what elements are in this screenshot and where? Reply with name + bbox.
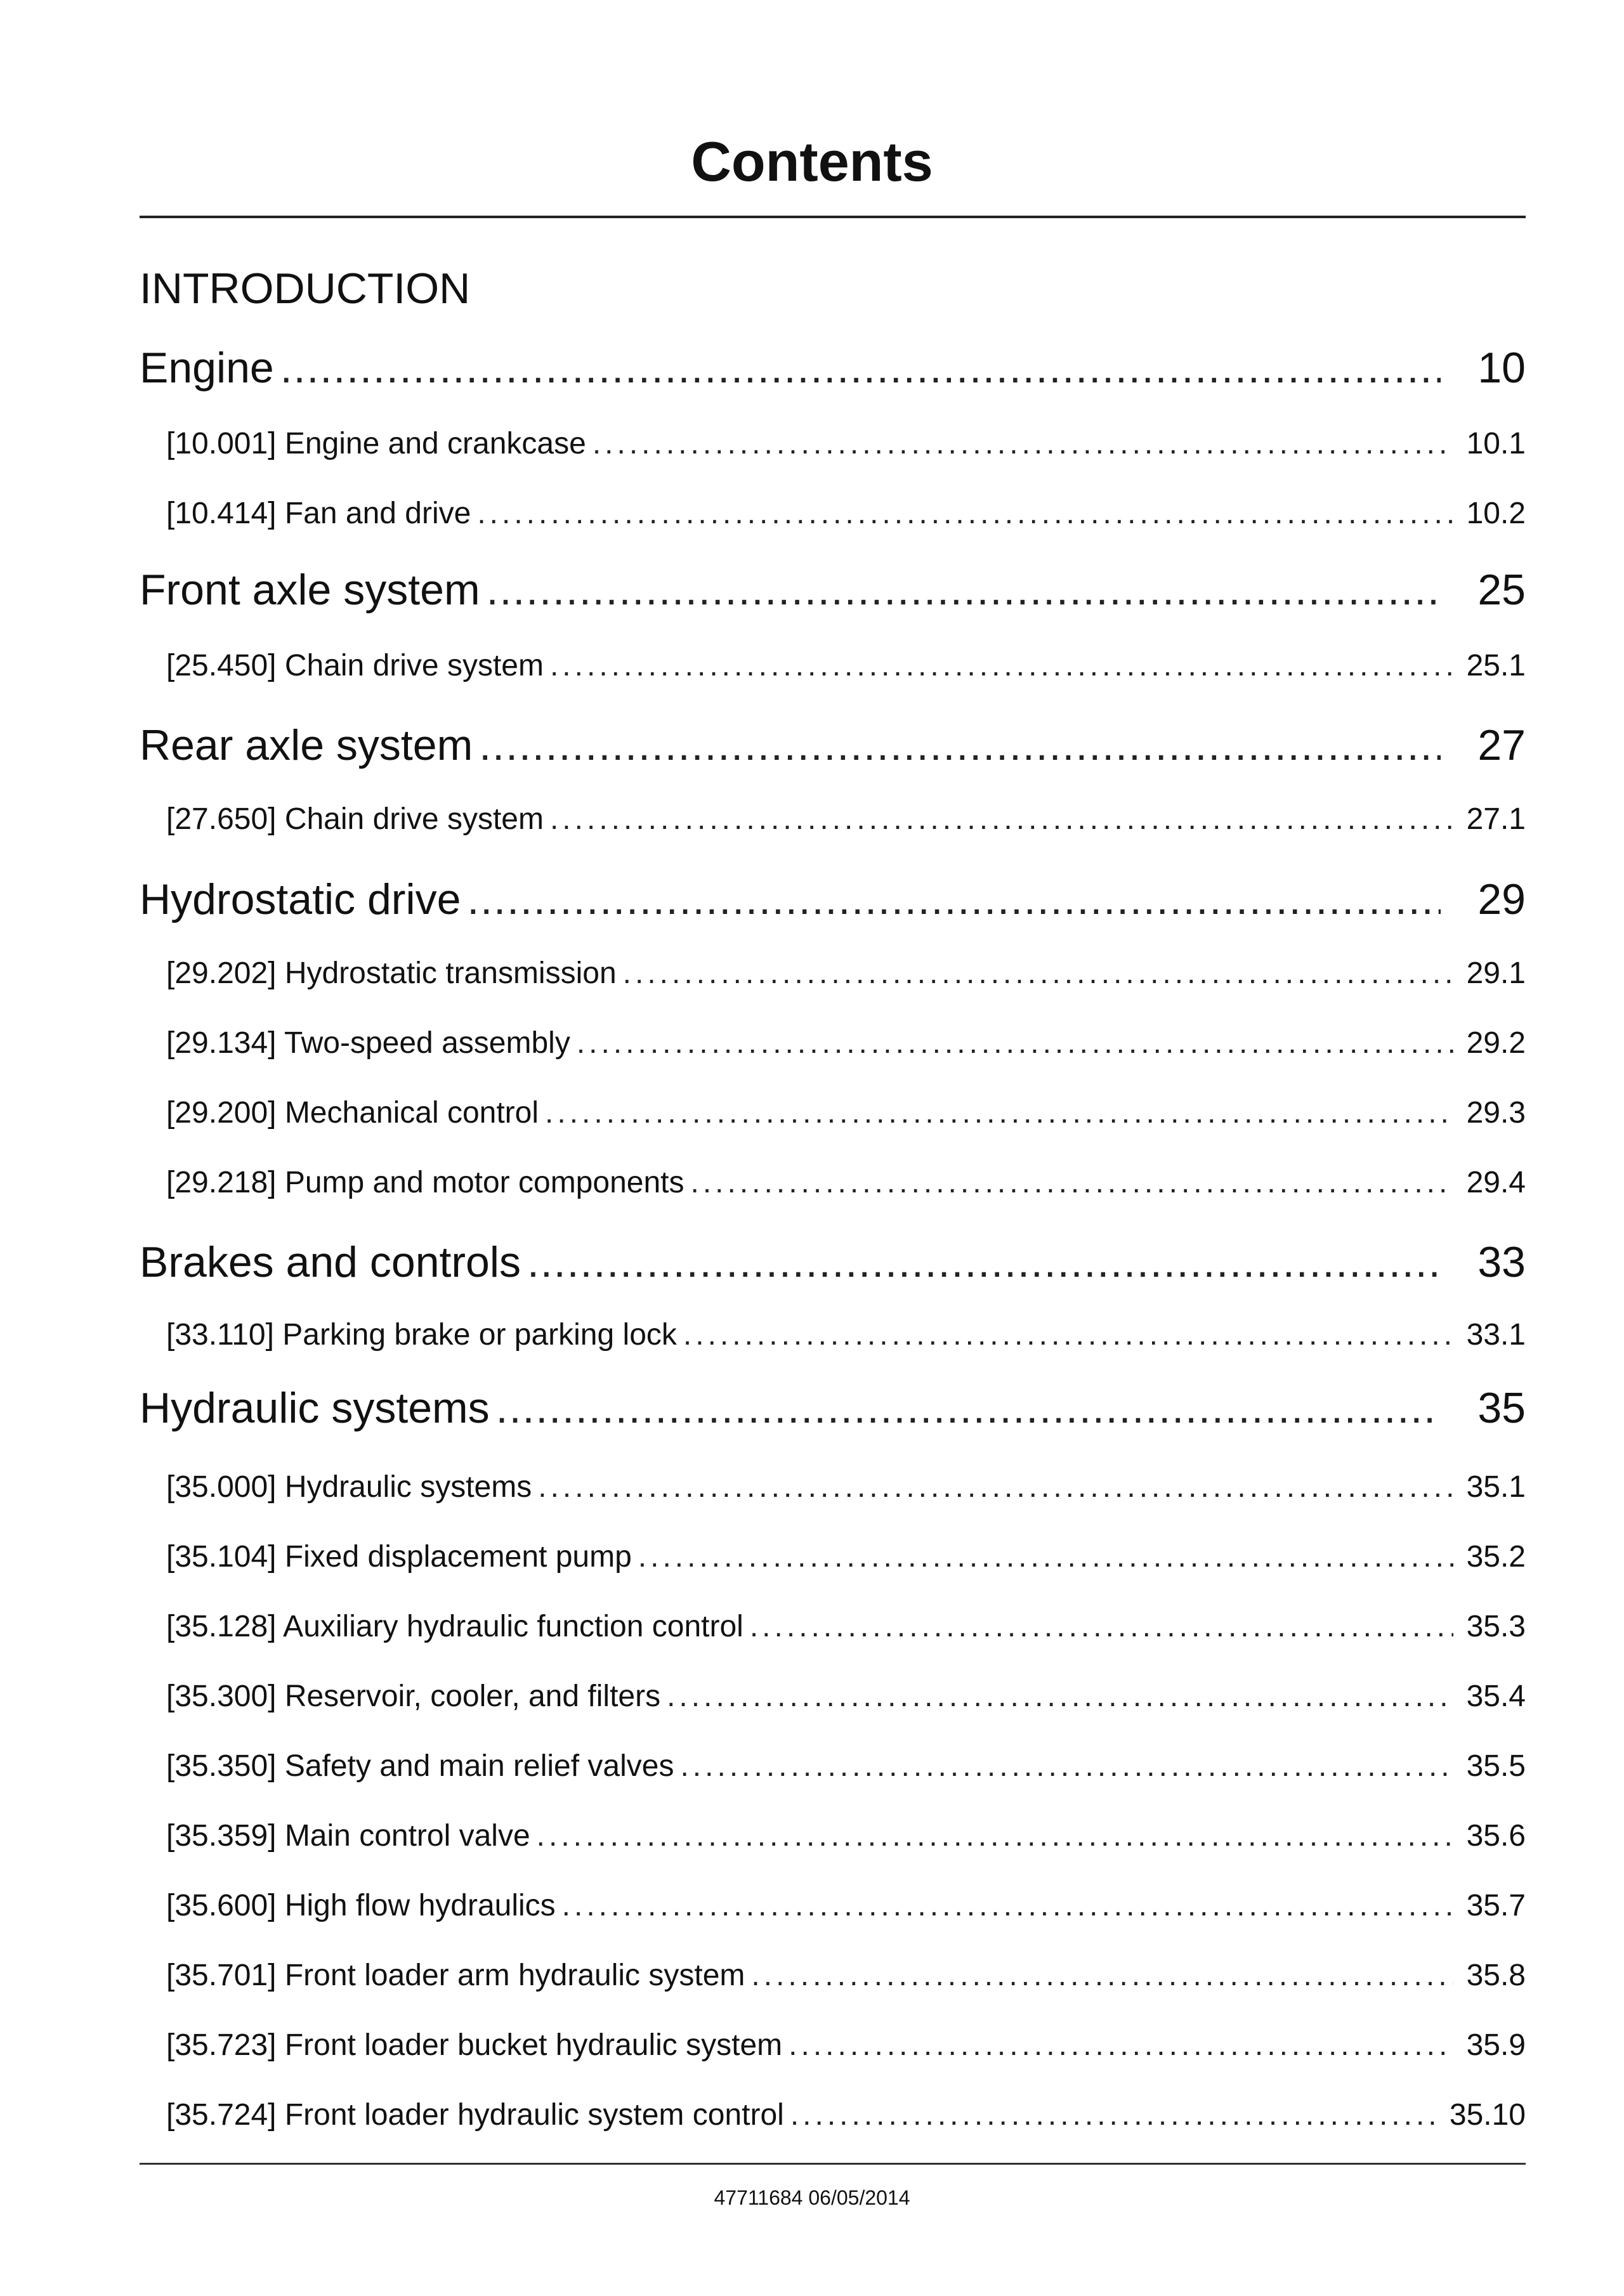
toc-entry-page: 33.1 [1466, 1318, 1526, 1352]
dot-leader [538, 1468, 1453, 1506]
toc-entry-label: [29.200] Mechanical control [166, 1096, 539, 1130]
toc-entry[interactable] [140, 342, 1526, 393]
footer-divider [140, 2163, 1526, 2165]
toc-entry-label: [35.723] Front loader bucket hydraulic system [166, 2028, 783, 2062]
toc-entry-label: [29.202] Hydrostatic transmission [166, 956, 617, 990]
toc-entry-page: 35.6 [1466, 1819, 1526, 1853]
introduction-heading: INTRODUCTION [140, 264, 471, 313]
dot-leader [790, 2096, 1441, 2134]
dot-leader [638, 1538, 1453, 1576]
toc-entry-page: 35.2 [1466, 1540, 1526, 1574]
dot-leader [623, 955, 1453, 993]
toc-entry-label: [35.300] Reservoir, cooler, and filters [166, 1680, 661, 1713]
dot-leader [550, 647, 1453, 685]
dot-leader [496, 1383, 1441, 1433]
toc-entry-page: 35.8 [1466, 1959, 1526, 1992]
toc-entry-label: [10.414] Fan and drive [166, 497, 471, 530]
toc-entry[interactable] [166, 1316, 1526, 1354]
toc-entry[interactable] [140, 564, 1526, 615]
toc-entry[interactable] [166, 1678, 1526, 1716]
toc-entry-label: [35.128] Auxiliary hydraulic function control [166, 1610, 743, 1643]
dot-leader [487, 564, 1441, 615]
dot-leader [593, 425, 1453, 463]
toc-entry[interactable] [166, 1608, 1526, 1646]
dot-leader [683, 1316, 1453, 1354]
dot-leader [750, 1608, 1453, 1646]
toc-entry-page: 29.1 [1466, 956, 1526, 990]
toc-entry-page: 10.2 [1466, 497, 1526, 530]
toc-entry-label: [35.600] High flow hydraulics [166, 1889, 556, 1922]
toc-entry[interactable] [166, 1817, 1526, 1855]
toc-entry[interactable] [166, 1957, 1526, 1995]
toc-entry-page: 35.5 [1466, 1749, 1526, 1783]
dot-leader [789, 2026, 1453, 2064]
toc-entry-label: [25.450] Chain drive system [166, 649, 544, 682]
toc-entry-page: 33 [1477, 1238, 1526, 1286]
toc-entry-label: Hydraulic systems [140, 1384, 490, 1432]
toc-entry[interactable] [166, 1538, 1526, 1576]
toc-entry-label: [35.701] Front loader arm hydraulic system [166, 1959, 745, 1992]
dot-leader [537, 1817, 1453, 1855]
dot-leader [680, 1747, 1453, 1785]
toc-entry-label: [35.104] Fixed displacement pump [166, 1540, 632, 1574]
dot-leader [562, 1887, 1453, 1925]
toc-entry-page: 35 [1477, 1384, 1526, 1432]
dot-leader [751, 1957, 1453, 1995]
dot-leader [477, 495, 1453, 533]
dot-leader [667, 1678, 1453, 1716]
toc-entry-page: 35.9 [1466, 2028, 1526, 2062]
toc-entry-page: 35.1 [1466, 1470, 1526, 1504]
dot-leader [467, 874, 1441, 925]
toc-entry[interactable] [166, 1164, 1526, 1202]
toc-entry-page: 29.3 [1466, 1096, 1526, 1130]
toc-entry[interactable] [166, 1468, 1526, 1506]
toc-entry-label: [27.650] Chain drive system [166, 802, 544, 836]
toc-entry-page: 29.2 [1466, 1026, 1526, 1060]
toc-entry-page: 25 [1477, 566, 1526, 614]
toc-entry-label: Rear axle system [140, 721, 473, 769]
dot-leader [577, 1024, 1453, 1062]
toc-entry-label: [35.359] Main control valve [166, 1819, 530, 1853]
toc-entry[interactable] [166, 800, 1526, 838]
toc-entry[interactable] [166, 955, 1526, 993]
page-title: Contents [691, 130, 933, 193]
toc-entry[interactable] [140, 874, 1526, 925]
toc-entry-label: [35.000] Hydraulic systems [166, 1470, 532, 1504]
toc-entry-page: 27.1 [1466, 802, 1526, 836]
toc-entry-label: [10.001] Engine and crankcase [166, 427, 586, 460]
toc-entry-page: 10.1 [1466, 427, 1526, 460]
toc-entry[interactable] [166, 1024, 1526, 1062]
toc-entry[interactable] [140, 1383, 1526, 1433]
toc-entry-page: 29 [1477, 875, 1526, 923]
toc-entry[interactable] [140, 720, 1526, 771]
toc-entry-page: 10 [1477, 344, 1526, 392]
dot-leader [527, 1237, 1441, 1288]
toc-entry[interactable] [166, 647, 1526, 685]
toc-entry[interactable] [166, 425, 1526, 463]
toc-entry-label: Brakes and controls [140, 1238, 521, 1286]
toc-entry-label: [35.724] Front loader hydraulic system control [166, 2098, 784, 2132]
toc-entry-label: Engine [140, 344, 274, 392]
toc-entry-label: Front axle system [140, 566, 480, 614]
toc-entry-page: 35.4 [1466, 1680, 1526, 1713]
toc-entry-label: Hydrostatic drive [140, 875, 461, 923]
toc-entry-page: 35.7 [1466, 1889, 1526, 1922]
toc-entry[interactable] [166, 1747, 1526, 1785]
toc-entry[interactable] [140, 1237, 1526, 1288]
toc-entry[interactable] [166, 2026, 1526, 2064]
footer-document-id: 47711684 06/05/2014 [714, 2186, 910, 2209]
toc-entry[interactable] [166, 1887, 1526, 1925]
dot-leader [545, 1094, 1453, 1132]
toc-entry-label: [29.134] Two-speed assembly [166, 1026, 570, 1060]
toc-entry-page: 27 [1477, 721, 1526, 769]
toc-entry[interactable] [166, 495, 1526, 533]
toc-entry[interactable] [166, 2096, 1526, 2134]
toc-entry-label: [35.350] Safety and main relief valves [166, 1749, 674, 1783]
toc-entry[interactable] [166, 1094, 1526, 1132]
dot-leader [280, 342, 1441, 393]
toc-entry-page: 35.3 [1466, 1610, 1526, 1643]
toc-entry-page: 35.10 [1449, 2098, 1526, 2132]
toc-entry-page: 29.4 [1466, 1166, 1526, 1199]
dot-leader [691, 1164, 1454, 1202]
dot-leader [550, 800, 1453, 838]
toc-entry-page: 25.1 [1466, 649, 1526, 682]
toc-entry-label: [29.218] Pump and motor components [166, 1166, 684, 1199]
dot-leader [479, 720, 1441, 771]
toc-entry-label: [33.110] Parking brake or parking lock [166, 1318, 677, 1352]
